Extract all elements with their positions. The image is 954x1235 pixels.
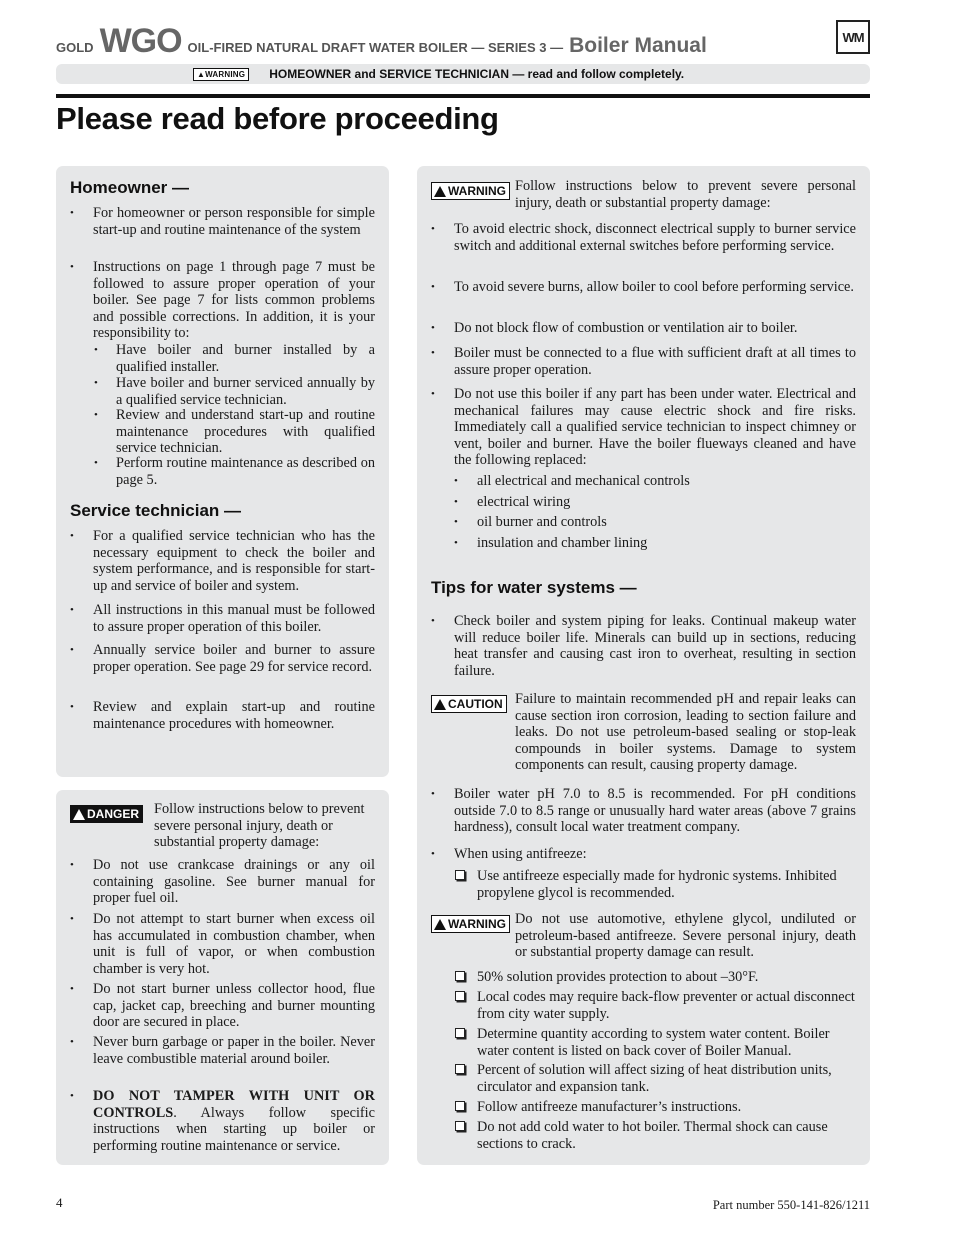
danger-item: Do not start burner unless collector hood, flue cap, jacket cap, breeching and burner mounting door are secured in place. — [93, 981, 375, 1030]
danger-item-last — [93, 1088, 375, 1154]
tips-item: Check boiler and system piping for leaks. Continual makeup water will reduce boiler life. Minerals can build up in sections, reducing heat transfer and causing cast iron to overheat, resulting in section failure. — [454, 613, 856, 679]
checkbox-icon — [455, 1121, 465, 1131]
danger-intro: Follow instructions below to prevent severe personal injury, death or substantial property damage: — [154, 801, 365, 850]
tips-item: When using antifreeze: — [454, 846, 587, 862]
bullet: • — [454, 475, 458, 487]
danger-item: Do not use crankcase drainings or any oil containing gasoline. See burner manual for proper fuel oil. — [93, 857, 375, 906]
antifreeze-check: 50% solution provides protection to about –30°F. — [477, 969, 759, 985]
antifreeze-check: Determine quantity according to system water content. Boiler water content is listed on back cover of Boiler Manual. — [477, 1026, 830, 1059]
homeowner-subitem: Have boiler and burner serviced annually by a qualified service technician. — [116, 375, 375, 408]
checkbox-icon — [455, 1101, 465, 1111]
homeowner-heading: Homeowner — — [70, 178, 190, 197]
bullet: • — [431, 615, 435, 627]
bullet: • — [94, 457, 98, 469]
checkbox-icon — [455, 1028, 465, 1038]
page-title: Please read before proceeding — [56, 101, 499, 136]
danger-item-rest: . Always follow specific instructions when starting up boiler or performing routine maintenance or service. — [93, 1104, 375, 1154]
bullet: • — [431, 848, 435, 860]
danger-item-bold: DO NOT TAMPER WITH UNIT OR CONTROLS — [93, 1088, 375, 1121]
tips-heading: Tips for water systems — — [431, 578, 637, 597]
warning-item: To avoid electric shock, disconnect electrical supply to burner service switch and additional external switches before performing service. — [454, 221, 856, 254]
antifreeze-check: Percent of solution will affect sizing of heat distribution units, circulator and expansion tank. — [477, 1062, 832, 1095]
warning-item: Boiler must be connected to a flue with sufficient draft at all times to assure proper operation. — [454, 345, 856, 378]
bullet: • — [70, 1090, 74, 1102]
technician-heading: Service technician — — [70, 501, 242, 520]
antifreeze-check: Do not add cold water to hot boiler. Thermal shock can cause sections to crack. — [477, 1119, 828, 1152]
bullet: • — [70, 644, 74, 656]
bullet: • — [454, 516, 458, 528]
warning-subitem: insulation and chamber lining — [477, 535, 648, 551]
warning-intro: Follow instructions below to prevent severe personal injury, death or substantial property damage: — [515, 178, 856, 211]
antifreeze-check: Follow antifreeze manufacturer’s instructions. — [477, 1099, 742, 1115]
bullet: • — [70, 1036, 74, 1048]
bullet: • — [70, 604, 74, 616]
antifreeze-warning-badge — [431, 915, 510, 933]
technician-item: All instructions in this manual must be followed to assure proper operation of this boiler. — [93, 602, 375, 635]
homeowner-item: For homeowner or person responsible for simple start-up and routine maintenance of the system — [93, 205, 375, 238]
caution-text: Failure to maintain recommended pH and repair leaks can cause section iron corrosion, leading to section failure and leaks. Do not use petroleum-based sealing or stop-leak compounds in boiler systems. Damage to system components can result, causing property damage. — [515, 691, 856, 773]
danger-badge-label: DANGER — [87, 806, 140, 821]
caution-badge — [431, 695, 507, 713]
model-label: WGO — [99, 22, 182, 60]
bullet: • — [94, 409, 98, 421]
title-rule — [56, 94, 870, 98]
warning-subitem: all electrical and mechanical controls — [477, 473, 690, 489]
bullet: • — [431, 388, 435, 400]
checkbox-icon — [455, 870, 465, 880]
bullet: • — [70, 701, 74, 713]
bullet: • — [70, 913, 74, 925]
company-logo — [836, 20, 870, 54]
checkbox-icon — [455, 1064, 465, 1074]
danger-item: Do not attempt to start burner when excess oil has accumulated in combustion chamber, when unit is full of vapor, or when combustion chamber is very hot. — [93, 911, 375, 977]
warning-triangle-icon — [73, 809, 85, 820]
caution-badge-label: CAUTION — [448, 696, 503, 711]
homeowner-subitem: Perform routine maintenance as described on page 5. — [116, 455, 375, 488]
antifreeze-warning-text: Do not use automotive, ethylene glycol, undiluted or petroleum-based antifreeze. Severe personal injury, death or substantial property damage can result. — [515, 911, 856, 960]
bullet: • — [454, 537, 458, 549]
brand-label: GOLD — [56, 40, 94, 55]
technician-item: For a qualified service technician who has the necessary equipment to check the boiler and system performance, and is responsible for start-up and service of boiler and system. — [93, 528, 375, 594]
manual-label: Boiler Manual — [569, 34, 707, 57]
checkbox-icon — [455, 971, 465, 981]
header-title — [56, 22, 707, 61]
antifreeze-check: Use antifreeze especially made for hydronic systems. Inhibited propylene glycol is recommended. — [477, 868, 837, 901]
homeowner-subitem: Have boiler and burner installed by a qualified installer. — [116, 342, 375, 375]
warning-badge-label: WARNING — [448, 916, 506, 931]
page-number: 4 — [56, 1195, 63, 1210]
bullet: • — [70, 983, 74, 995]
bullet: • — [431, 347, 435, 359]
page-header — [56, 18, 870, 58]
danger-badge — [70, 805, 143, 823]
warning-item: To avoid severe burns, allow boiler to cool before performing service. — [454, 279, 854, 295]
series-label: OIL-FIRED NATURAL DRAFT WATER BOILER — SERIES 3 — — [187, 40, 564, 55]
warning-badge-label: WARNING — [448, 183, 506, 198]
warning-triangle-icon — [434, 186, 446, 197]
logo-text: WM — [842, 29, 864, 45]
warning-bar-text: HOMEOWNER and SERVICE TECHNICIAN — read and follow completely. — [269, 67, 685, 81]
bullet: • — [431, 788, 435, 800]
danger-item: Never burn garbage or paper in the boiler. Never leave combustible material around boiler. — [93, 1034, 375, 1067]
bullet: • — [70, 530, 74, 542]
homeowner-subitem: Review and understand start-up and routine maintenance procedures with qualified service technician. — [116, 407, 375, 456]
warning-triangle-icon: ▲ — [197, 69, 206, 79]
bullet: • — [431, 281, 435, 293]
warning-subitem: electrical wiring — [477, 494, 571, 510]
bullet: • — [431, 322, 435, 334]
bullet: • — [94, 377, 98, 389]
warning-triangle-icon — [434, 699, 446, 710]
antifreeze-check: Local codes may require back-flow preventer or actual disconnect from city water supply. — [477, 989, 855, 1022]
technician-item: Review and explain start-up and routine maintenance procedures with homeowner. — [93, 699, 375, 732]
warning-triangle-icon — [434, 919, 446, 930]
bullet: • — [431, 223, 435, 235]
checkbox-icon — [455, 991, 465, 1001]
warning-badge-label: WARNING — [205, 69, 246, 79]
warning-item: Do not block flow of combustion or ventilation air to boiler. — [454, 320, 798, 336]
warning-badge — [431, 182, 510, 200]
warning-subitem: oil burner and controls — [477, 514, 607, 530]
tips-item: Boiler water pH 7.0 to 8.5 is recommended. For pH conditions outside 7.0 to 8.5 range or unusually hard water areas (above 7 grains hardness), consult local water treatment company. — [454, 786, 856, 835]
warning-bar — [56, 64, 870, 84]
technician-item: Annually service boiler and burner to assure proper operation. See page 29 for service record. — [93, 642, 375, 675]
bullet: • — [94, 344, 98, 356]
bullet: • — [70, 261, 74, 273]
homeowner-item: Instructions on page 1 through page 7 must be followed to assure proper operation of your boiler. See page 7 for lists common problems and possible corrections. In addition, it is your responsibility to: — [93, 259, 375, 341]
part-number: Part number 550-141-826/1211 — [712, 1198, 870, 1212]
warning-item: Do not use this boiler if any part has been under water. Electrical and mechanical failures may cause electric shock and fire risks. Immediately call a qualified service technician to inspect chimney or vent, boiler and burner. Have the boiler flueways cleaned and have the following replaced: — [454, 386, 856, 468]
bullet: • — [70, 207, 74, 219]
warning-badge-small — [193, 68, 249, 81]
bullet: • — [454, 496, 458, 508]
bullet: • — [70, 859, 74, 871]
